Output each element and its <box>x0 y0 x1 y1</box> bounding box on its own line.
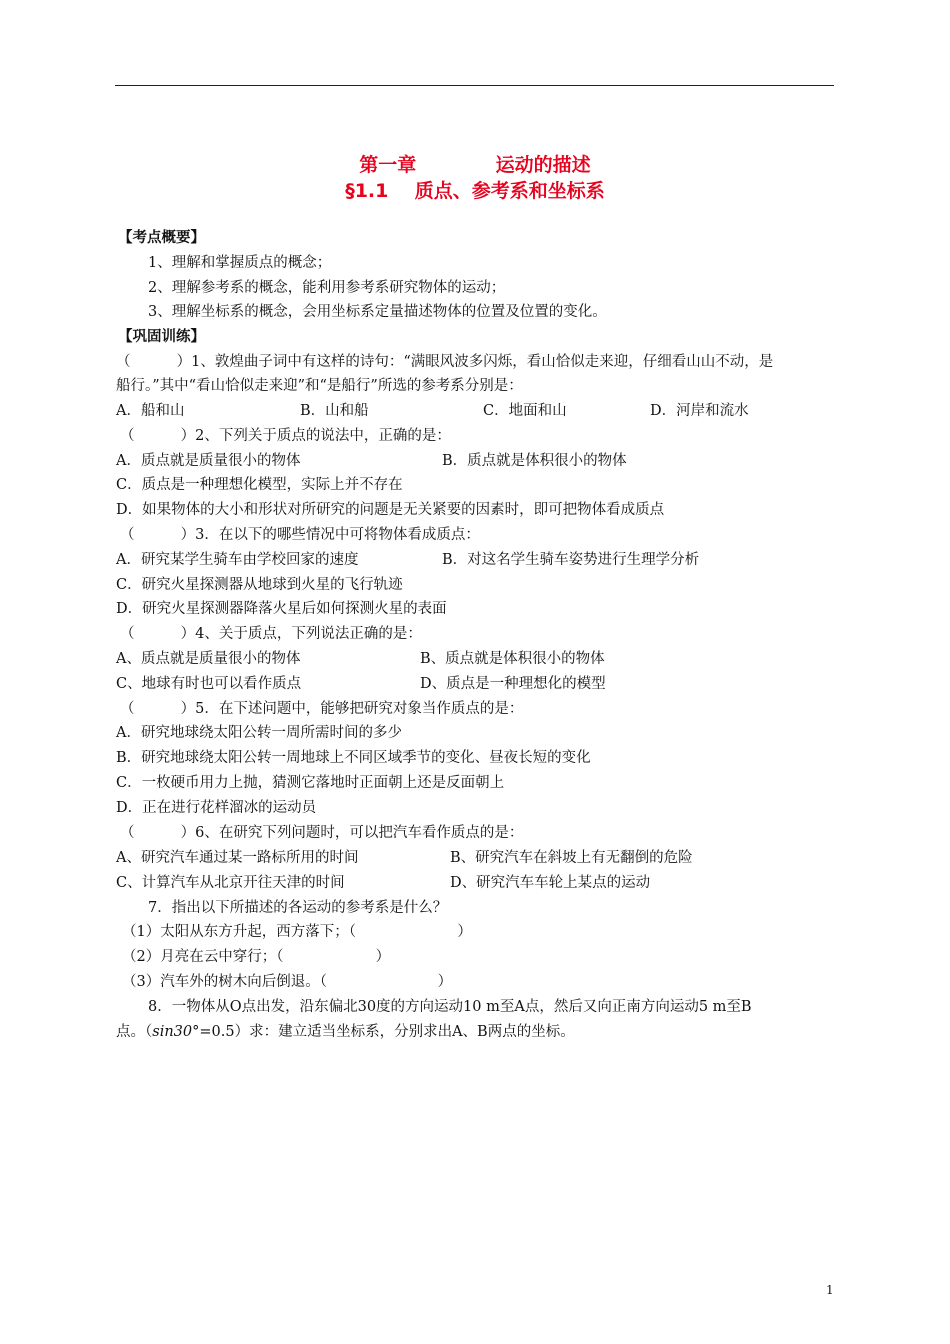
section-title: §1.1 质点、参考系和坐标系 <box>345 180 605 202</box>
q4-option-a: A、质点就是质量很小的物体 <box>116 651 301 667</box>
q3-stem: （ ）3．在以下的哪些情况中可将物体看成质点： <box>120 527 480 543</box>
q6-option-c: C、计算汽车从北京开往天津的时间 <box>116 875 345 891</box>
q8-line-1: 8．一物体从O点出发，沿东偏北30度的方向运动10 m至A点，然后又向正南方向运动5 m至B <box>148 999 752 1015</box>
q3-option-d: D．研究火星探测器降落火星后如何探测火星的表面 <box>116 601 447 617</box>
q2-stem: （ ）2、下列关于质点的说法中，正确的是： <box>120 428 451 444</box>
q2-option-c: C．质点是一种理想化模型，实际上并不存在 <box>116 477 403 493</box>
q1-stem-line1: （ ）1、敦煌曲子词中有这样的诗句：“满眼风波多闪烁，看山恰似走来迎，仔细看山山不动，是 <box>116 354 774 370</box>
header-rule <box>115 85 834 86</box>
q6-stem: （ ）6、在研究下列问题时，可以把汽车看作质点的是： <box>120 825 524 841</box>
q6-option-a: A、研究汽车通过某一路标所用的时间 <box>116 850 359 866</box>
q5-option-d: D．正在进行花样溜冰的运动员 <box>116 800 317 816</box>
q5-stem: （ ）5．在下述问题中，能够把研究对象当作质点的是： <box>120 701 524 717</box>
q3-option-c: C．研究火星探测器从地球到火星的飞行轨迹 <box>116 577 403 593</box>
overview-item: 3、理解坐标系的概念，会用坐标系定量描述物体的位置及位置的变化。 <box>148 304 607 320</box>
q7-part-1: （1）太阳从东方升起，西方落下；（ ） <box>122 924 472 940</box>
practice-heading: 【巩固训练】 <box>118 329 205 345</box>
q8-formula: sin30° <box>152 1024 200 1040</box>
overview-heading: 【考点概要】 <box>118 230 205 246</box>
q4-option-c: C、地球有时也可以看作质点 <box>116 676 302 692</box>
q5-option-b: B．研究地球绕太阳公转一周地球上不同区域季节的变化、昼夜长短的变化 <box>116 750 591 766</box>
q7-stem: 7．指出以下所描述的各运动的参考系是什么？ <box>148 900 448 916</box>
chapter-title: 第一章 运动的描述 <box>359 154 591 176</box>
q7-part-2: （2）月亮在云中穿行；（ ） <box>122 949 391 965</box>
q5-option-c: C．一枚硬币用力上抛，猜测它落地时正面朝上还是反面朝上 <box>116 775 505 791</box>
q3-option-a: A．研究某学生骑车由学校回家的速度 <box>116 552 359 568</box>
q1-option-a: A．船和山 <box>116 403 185 419</box>
q2-option-a: A．质点就是质量很小的物体 <box>116 453 301 469</box>
q8-line-2 <box>116 1022 575 1042</box>
q8-line-2-pre: 点。（ <box>116 1024 153 1040</box>
q1-option-d: D．河岸和流水 <box>650 403 749 419</box>
q1-stem-line2: 船行。”其中“看山恰似走来迎”和“是船行”所选的参考系分别是： <box>116 378 523 394</box>
page-number: 1 <box>826 1283 834 1297</box>
q2-option-b: B．质点就是体积很小的物体 <box>442 453 627 469</box>
q6-option-b: B、研究汽车在斜坡上有无翻倒的危险 <box>450 850 693 866</box>
q6-option-d: D、研究汽车车轮上某点的运动 <box>450 875 651 891</box>
q8-line-2-post: =0.5）求：建立适当坐标系，分别求出A、B两点的坐标。 <box>199 1024 575 1040</box>
q4-option-b: B、质点就是体积很小的物体 <box>420 651 605 667</box>
q1-option-c: C．地面和山 <box>483 403 567 419</box>
q5-option-a: A．研究地球绕太阳公转一周所需时间的多少 <box>116 725 402 741</box>
q2-option-d: D．如果物体的大小和形状对所研究的问题是无关紧要的因素时，即可把物体看成质点 <box>116 502 665 518</box>
q3-option-b: B．对这名学生骑车姿势进行生理学分析 <box>442 552 700 568</box>
overview-item: 2、理解参考系的概念，能利用参考系研究物体的运动； <box>148 280 506 296</box>
q7-part-3: （3）汽车外的树木向后倒退。（ ） <box>122 974 453 990</box>
q4-option-d: D、质点是一种理想化的模型 <box>420 676 606 692</box>
q1-option-b: B．山和船 <box>300 403 369 419</box>
q4-stem: （ ）4、关于质点，下列说法正确的是： <box>120 626 422 642</box>
overview-item: 1、理解和掌握质点的概念； <box>148 255 332 271</box>
